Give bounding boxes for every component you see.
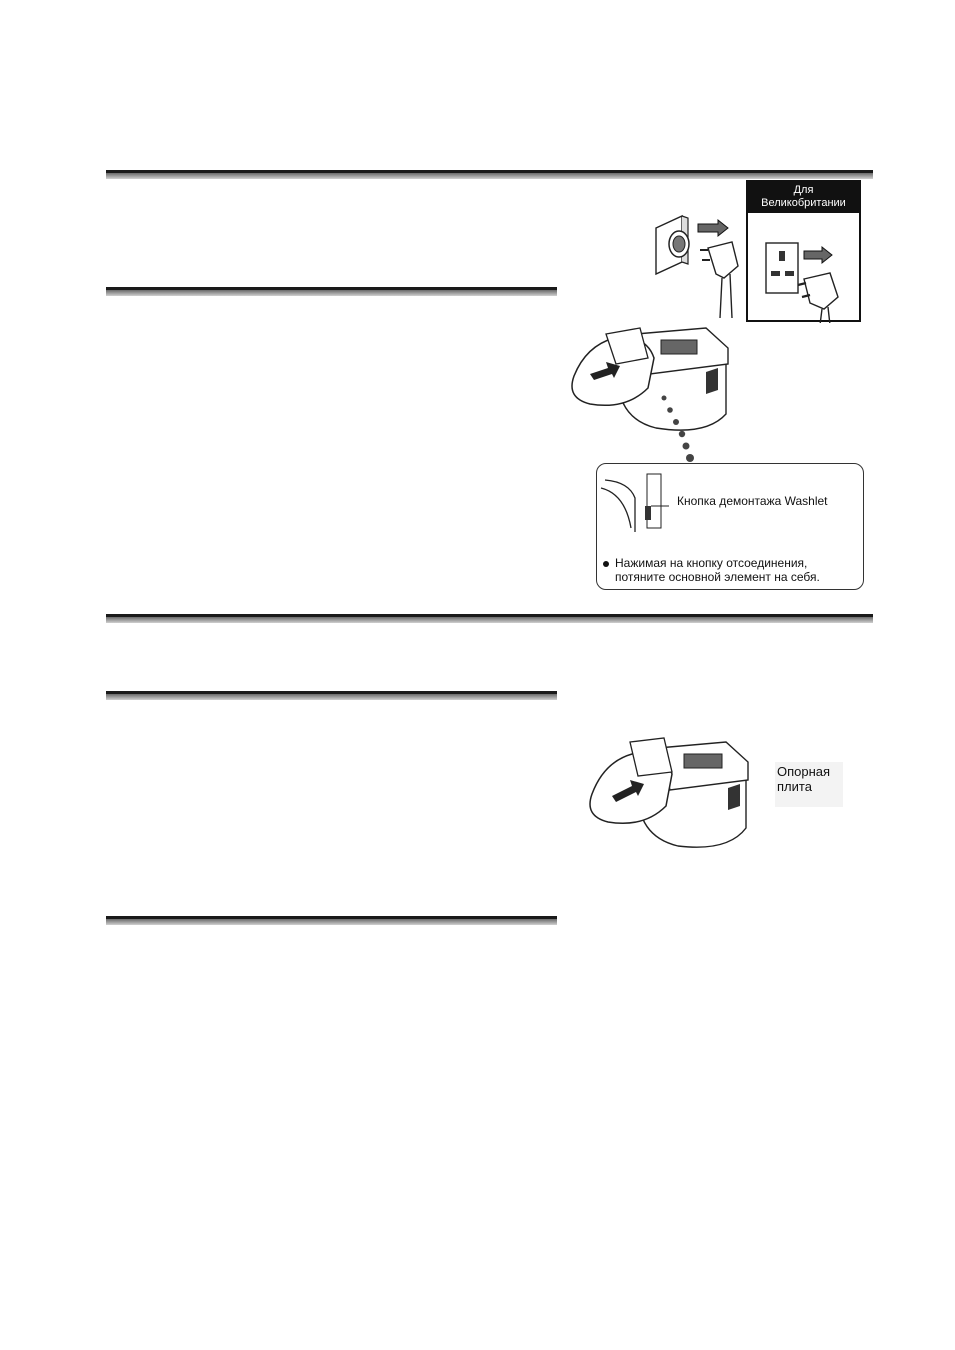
section-rule-1	[106, 170, 873, 179]
subsection-rule-1	[106, 287, 557, 296]
removal-callout	[596, 463, 864, 590]
washlet-removal-illustration	[566, 318, 736, 468]
release-button-label: Кнопка демонтажа Washlet	[677, 494, 828, 508]
subsection-rule-2	[106, 691, 557, 700]
uk-label-line2: Великобритании	[761, 197, 846, 209]
plate-label-line1: Опорная	[777, 764, 831, 779]
subsection-rule-3	[106, 916, 557, 925]
base-plate-label	[777, 764, 830, 794]
section-rule-2	[106, 614, 873, 623]
removal-note-line2: потяните основной элемент на себя.	[615, 570, 820, 584]
eu-plug-illustration	[652, 208, 747, 323]
uk-plug-panel	[746, 180, 861, 322]
uk-label-line1: Для	[793, 184, 814, 196]
uk-plug-icon	[748, 213, 859, 323]
plate-label-line2: плита	[777, 779, 812, 794]
washlet-install-illustration	[586, 732, 756, 862]
bullet-icon	[603, 561, 609, 567]
removal-note-line1: Нажимая на кнопку отсоединения,	[615, 556, 808, 570]
release-button-detail	[599, 468, 669, 540]
removal-note	[603, 556, 820, 584]
uk-label	[748, 182, 859, 213]
